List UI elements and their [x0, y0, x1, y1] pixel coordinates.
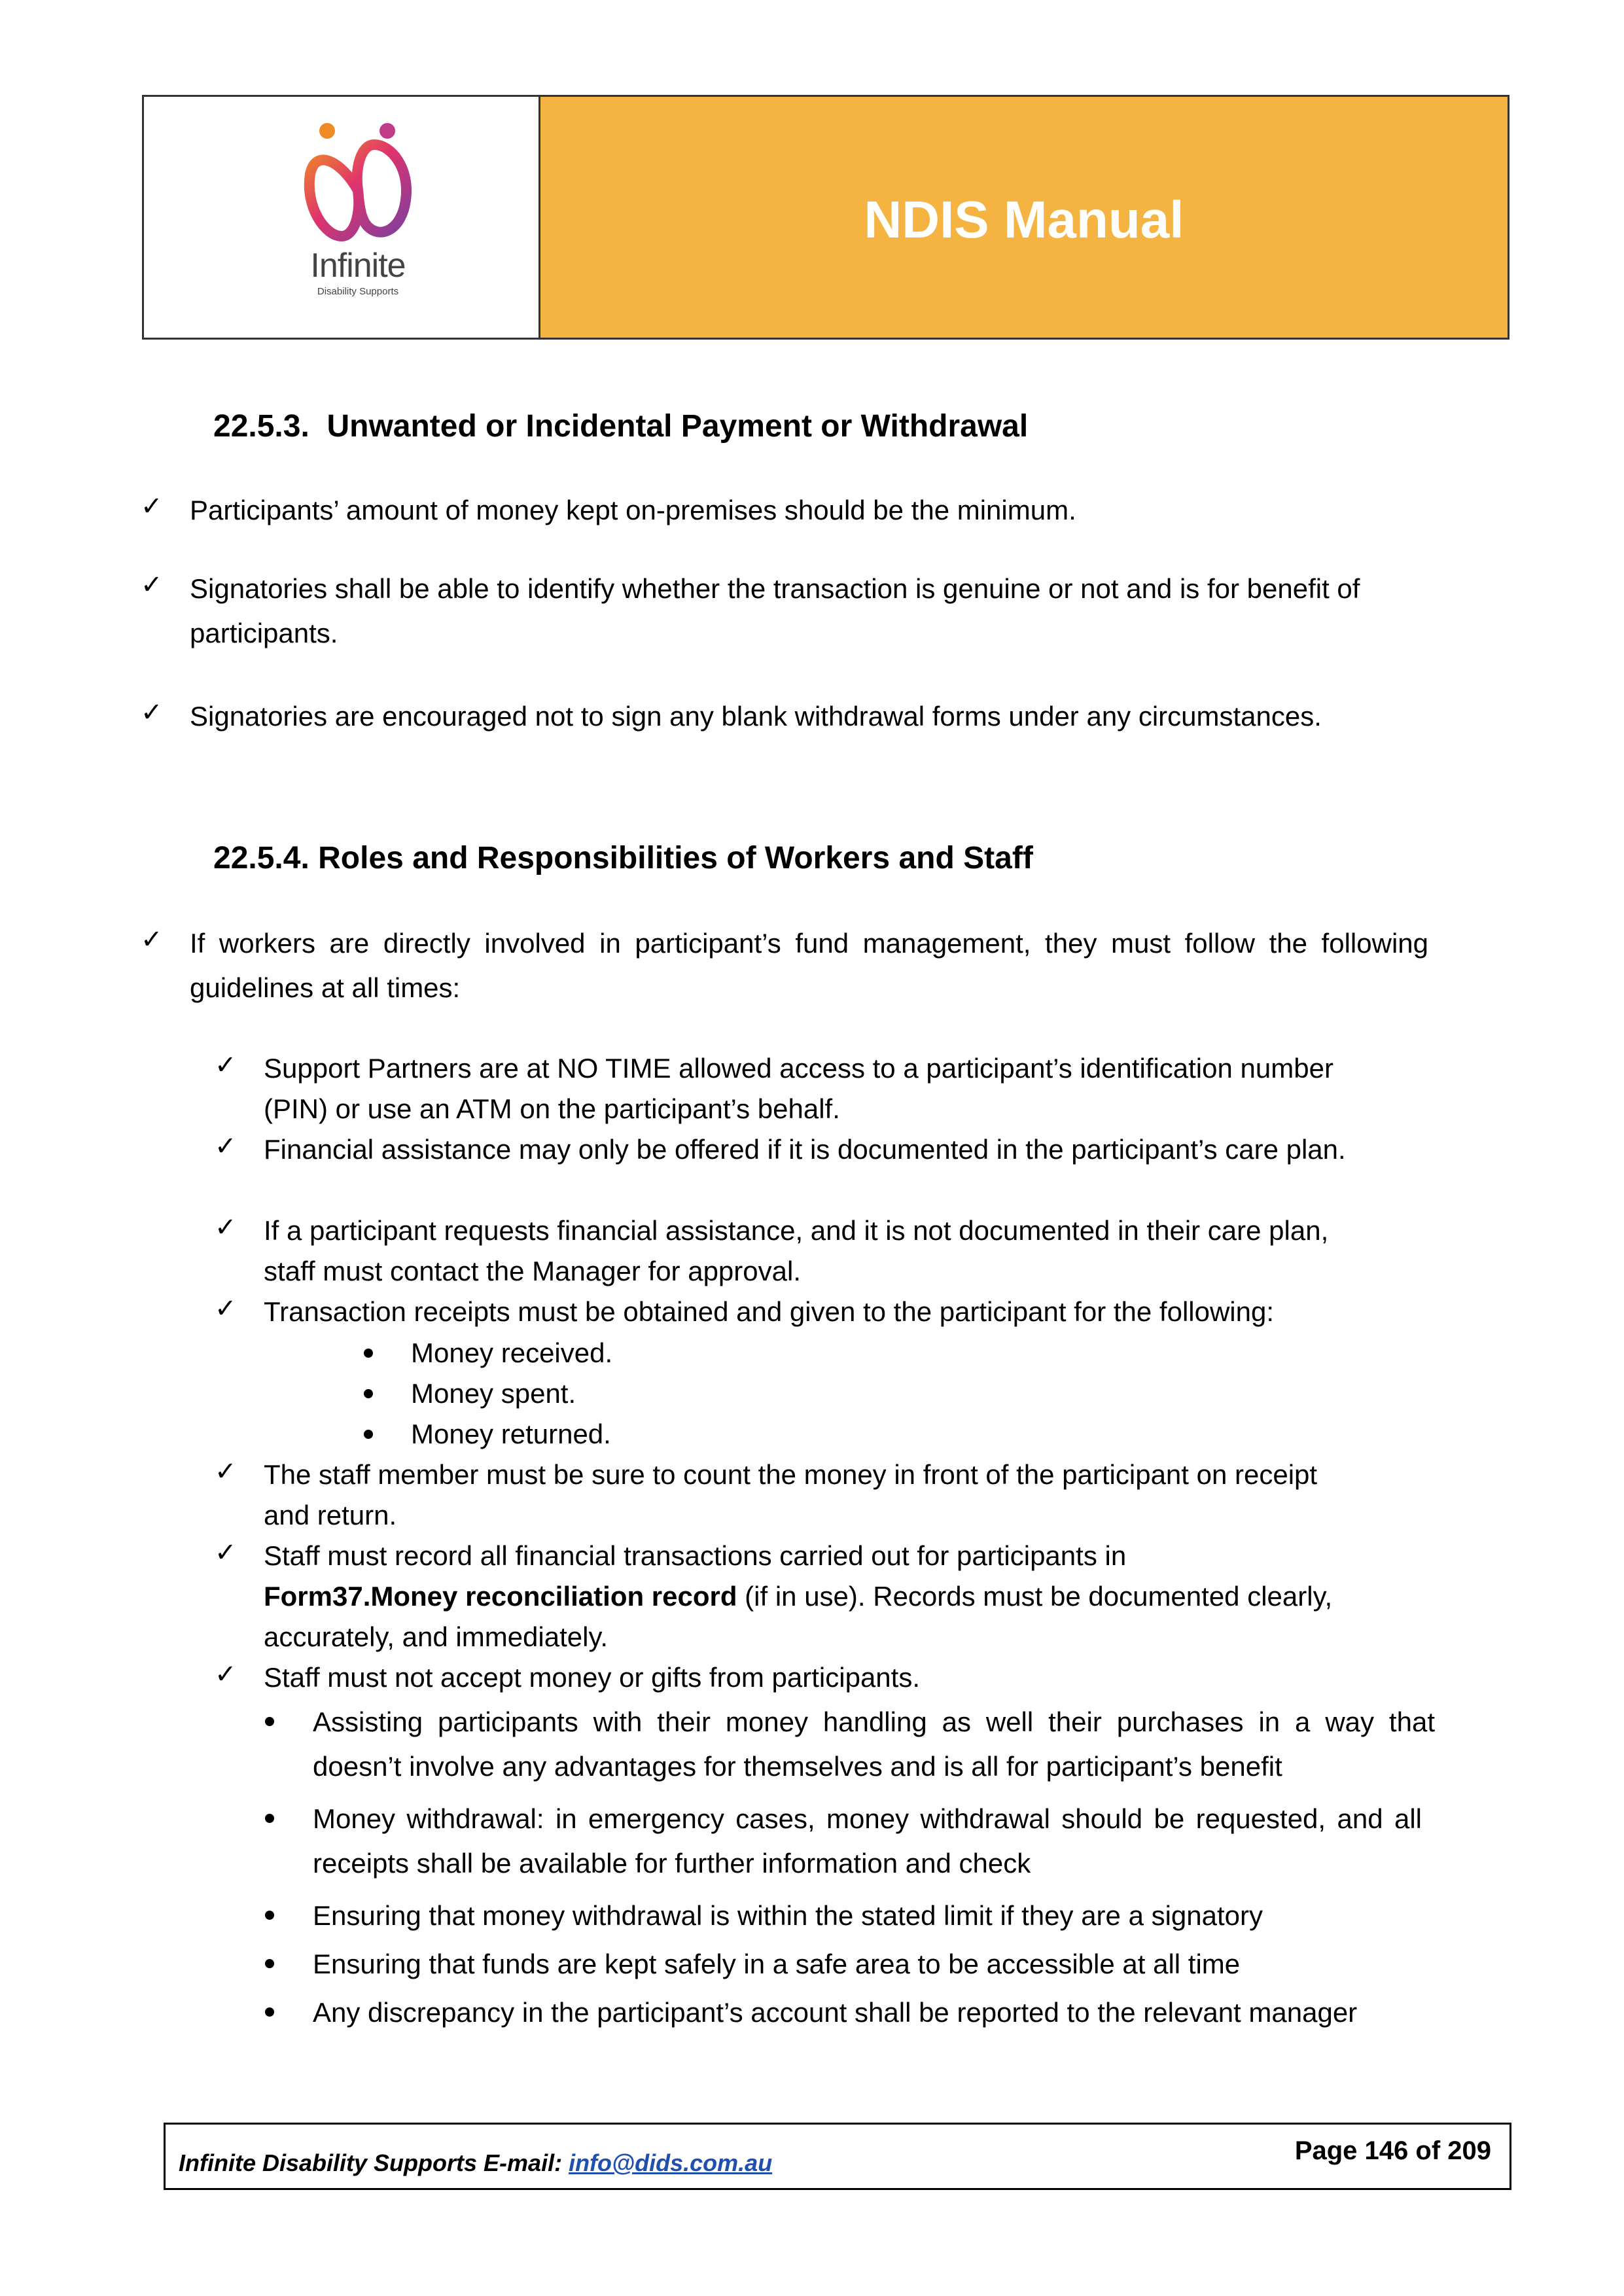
- checkmark-icon: ✓: [215, 1294, 237, 1323]
- section-title: Unwanted or Incidental Payment or Withdrawal: [327, 409, 1029, 444]
- checkmark-icon: ✓: [215, 1051, 237, 1080]
- footer-email-link[interactable]: info@dids.com.au: [569, 2149, 773, 2176]
- duty-item: Money withdrawal: in emergency cases, money withdrawal should be requested, and all receipts shall be available for further information and check: [313, 1803, 1422, 1879]
- checkmark-icon: ✓: [215, 1538, 237, 1567]
- checkmark-icon: ✓: [141, 492, 163, 521]
- duty-item: Ensuring that money withdrawal is within the stated limit if they are a signatory: [313, 1900, 1263, 1931]
- receipt-item: Money returned.: [411, 1419, 611, 1449]
- guideline-item: Staff must not accept money or gifts from participants.: [264, 1662, 920, 1693]
- guideline-item: Financial assistance may only be offered if it is documented in the participant’s care plan.: [264, 1134, 1346, 1165]
- section-heading-22-5-3: [213, 408, 1028, 446]
- checkmark-icon: ✓: [141, 925, 163, 954]
- receipt-item: Money spent.: [411, 1378, 576, 1409]
- footer-contact: [179, 2149, 772, 2177]
- list-item: Participants’ amount of money kept on-premises should be the minimum.: [190, 495, 1076, 525]
- logo-subtitle: Disability Supports: [317, 286, 399, 297]
- bullet-icon: [364, 1389, 373, 1398]
- form-reference: Form37.Money reconciliation record: [264, 1581, 737, 1612]
- list-item: Signatories are encouraged not to sign any blank withdrawal forms under any circumstances.: [190, 701, 1322, 732]
- guideline-item: The staff member must be sure to count the money in front of the participant on receipt and return.: [264, 1459, 1318, 1530]
- checkmark-icon: ✓: [215, 1213, 237, 1242]
- page-number: Page 146 of 209: [1294, 2136, 1491, 2165]
- document-title: NDIS Manual: [864, 190, 1184, 249]
- guideline-item: Support Partners are at NO TIME allowed access to a participant’s identification number (PIN) or use an ATM on the participant’s behalf.: [264, 1053, 1333, 1124]
- checkmark-icon: ✓: [141, 571, 163, 599]
- checkmark-icon: ✓: [215, 1132, 237, 1161]
- guideline-item: If a participant requests financial assistance, and it is not documented in their care plan, staff must contact the Manager for approval.: [264, 1215, 1329, 1286]
- section-title: Roles and Responsibilities of Workers and Staff: [318, 841, 1033, 875]
- record-prefix: Staff must record all financial transactions carried out for participants in: [264, 1540, 1127, 1571]
- footer-org: Infinite Disability Supports E-mail:: [179, 2149, 569, 2176]
- receipt-item: Money received.: [411, 1337, 613, 1368]
- bullet-icon: [364, 1349, 373, 1358]
- bullet-icon: [265, 1814, 274, 1823]
- guideline-item-record: [264, 1536, 1455, 1657]
- bullet-icon: [364, 1430, 373, 1439]
- infinity-logo-icon: [296, 122, 420, 253]
- bullet-icon: [265, 1959, 274, 1968]
- page-header: [142, 95, 1509, 340]
- section-heading-22-5-4: [213, 839, 1033, 877]
- duty-item: Ensuring that funds are kept safely in a safe area to be accessible at all time: [313, 1949, 1241, 1979]
- checkmark-icon: ✓: [141, 698, 163, 727]
- intro-text: If workers are directly involved in participant’s fund management, they must follow the following guidelines at all times:: [190, 928, 1428, 1003]
- section-number: 22.5.3.: [213, 409, 309, 444]
- bullet-icon: [265, 1911, 274, 1920]
- guideline-item: Transaction receipts must be obtained and given to the participant for the following:: [264, 1296, 1275, 1327]
- page-footer: [164, 2123, 1511, 2190]
- logo-cell: [144, 97, 540, 338]
- section-number: 22.5.4.: [213, 841, 309, 875]
- bullet-icon: [265, 2007, 274, 2017]
- duty-item: Assisting participants with their money handling as well their purchases in a way that doesn’t involve any advantages for themselves and is all for participant’s benefit: [313, 1706, 1435, 1782]
- logo-name: Infinite: [310, 247, 406, 285]
- record-suffix: (if in use). Records must be documented clearly, accurately, and immediately.: [264, 1581, 1333, 1652]
- checkmark-icon: ✓: [215, 1660, 237, 1689]
- bullet-icon: [265, 1717, 274, 1726]
- list-item: Signatories shall be able to identify whether the transaction is genuine or not and is for benefit of participants.: [190, 573, 1360, 648]
- title-cell: [540, 97, 1508, 338]
- duty-item: Any discrepancy in the participant’s account shall be reported to the relevant manager: [313, 1997, 1358, 2028]
- checkmark-icon: ✓: [215, 1457, 237, 1486]
